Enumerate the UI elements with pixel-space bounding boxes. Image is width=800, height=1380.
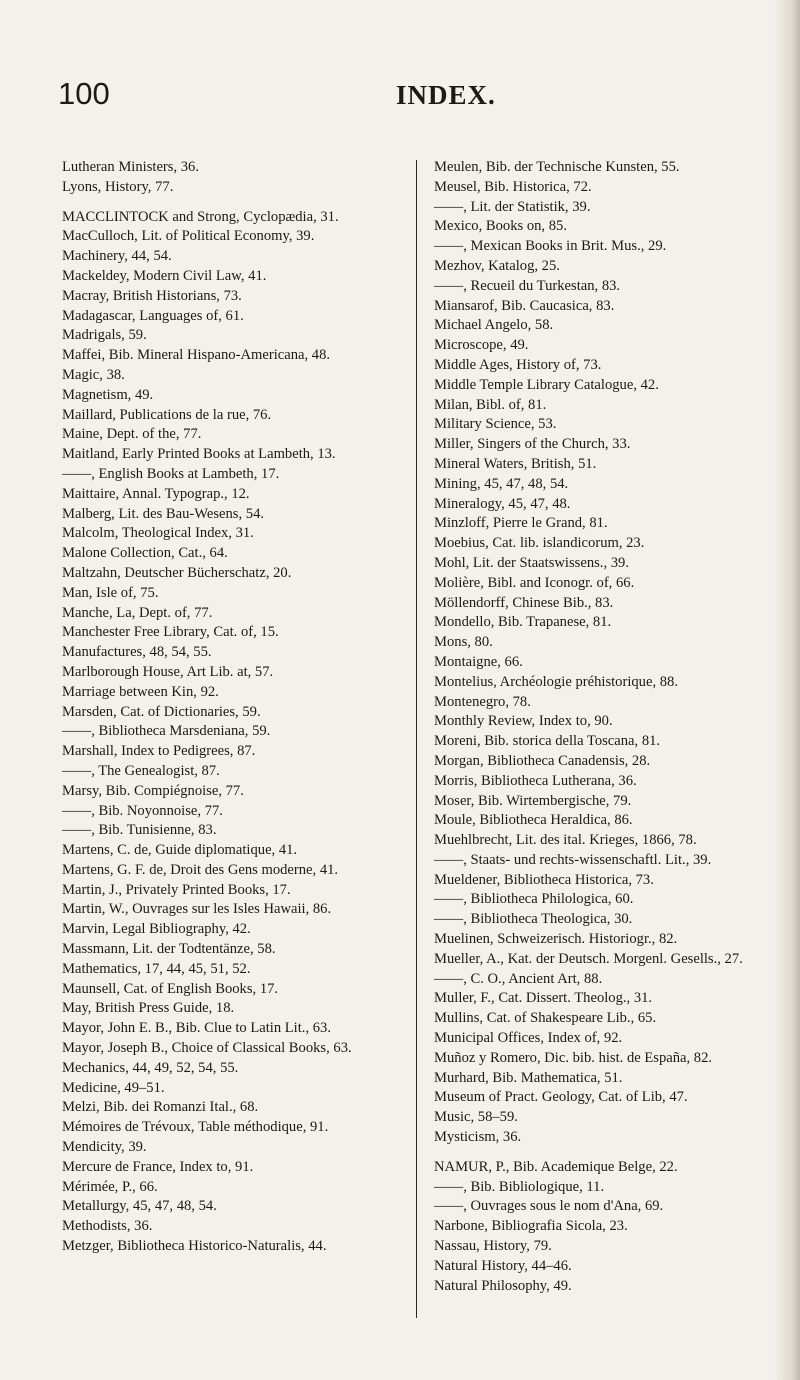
index-entry: Mysticism, 36. bbox=[434, 1129, 522, 1146]
index-entry: Marriage between Kin, 92. bbox=[62, 683, 219, 700]
index-entry: Muñoz y Romero, Dic. bib. hist. de España, 82. bbox=[434, 1049, 713, 1066]
index-entry: Massmann, Lit. der Todtentänze, 58. bbox=[62, 941, 276, 958]
index-entry: ——, Bibliotheca Philologica, 60. bbox=[434, 891, 634, 908]
index-entry: Mondello, Bib. Trapanese, 81. bbox=[434, 614, 612, 631]
index-entry: Man, Isle of, 75. bbox=[62, 584, 159, 601]
index-entry: Muelinen, Schweizerisch. Historiogr., 82. bbox=[434, 931, 678, 948]
index-entry: Martin, W., Ouvrages sur les Isles Hawaii, 86. bbox=[62, 901, 332, 918]
index-entry: ——, Bib. Tunisienne, 83. bbox=[62, 822, 217, 839]
index-entry: Museum of Pract. Geology, Cat. of Lib, 47. bbox=[434, 1089, 688, 1106]
index-entry: Nassau, History, 79. bbox=[434, 1238, 552, 1255]
index-entry: Mexico, Books on, 85. bbox=[434, 218, 567, 235]
index-entry: Marshall, Index to Pedigrees, 87. bbox=[62, 743, 256, 760]
index-entry: Maltzahn, Deutscher Bücherschatz, 20. bbox=[62, 564, 292, 581]
index-entry: Minzloff, Pierre le Grand, 81. bbox=[434, 515, 608, 532]
index-entry: MACCLINTOCK and Strong, Cyclopædia, 31. bbox=[62, 208, 339, 225]
index-column-right bbox=[434, 158, 780, 1296]
index-entry: Mueller, A., Kat. der Deutsch. Morgenl. Gesells., 27. bbox=[434, 950, 743, 967]
index-entry: Murhard, Bib. Mathematica, 51. bbox=[434, 1069, 623, 1086]
index-entry: Monthly Review, Index to, 90. bbox=[434, 713, 613, 730]
index-entry: Marvin, Legal Bibliography, 42. bbox=[62, 921, 251, 938]
index-entry: ——, Lit. der Statistik, 39. bbox=[434, 198, 591, 215]
index-entry: MacCulloch, Lit. of Political Economy, 39. bbox=[62, 228, 315, 245]
index-entry: Maittaire, Annal. Typograp., 12. bbox=[62, 485, 250, 502]
index-entry: Montelius, Archéologie préhistorique, 88. bbox=[434, 673, 678, 690]
index-entry: Natural History, 44–46. bbox=[434, 1257, 572, 1274]
index-entry: ——, Ouvrages sous le nom d'Ana, 69. bbox=[434, 1198, 664, 1215]
index-entry: Military Science, 53. bbox=[434, 416, 557, 433]
page-number: 100 bbox=[58, 76, 110, 111]
index-entry: Moser, Bib. Wirtembergische, 79. bbox=[434, 792, 632, 809]
index-entry: ——, Bib. Bibliologique, 11. bbox=[434, 1178, 605, 1195]
index-entry: Mathematics, 17, 44, 45, 51, 52. bbox=[62, 960, 251, 977]
index-entry: ——, Bibliotheca Theologica, 30. bbox=[434, 911, 633, 928]
index-entry: Möllendorff, Chinese Bib., 83. bbox=[434, 594, 614, 611]
index-entry: ——, C. O., Ancient Art, 88. bbox=[434, 970, 603, 987]
index-entry: Meusel, Bib. Historica, 72. bbox=[434, 178, 592, 195]
index-entry: ——, Bibliotheca Marsdeniana, 59. bbox=[62, 723, 271, 740]
index-entry: Malberg, Lit. des Bau-Wesens, 54. bbox=[62, 505, 265, 522]
index-entry: ——, Mexican Books in Brit. Mus., 29. bbox=[434, 238, 667, 255]
index-entry: Mezhov, Katalog, 25. bbox=[434, 257, 560, 274]
index-entry: Miller, Singers of the Church, 33. bbox=[434, 436, 631, 453]
index-entry: Lutheran Ministers, 36. bbox=[62, 159, 199, 175]
index-entry: Mining, 45, 47, 48, 54. bbox=[434, 475, 569, 492]
index-entry: Montaigne, 66. bbox=[434, 653, 523, 670]
index-entry: Melzi, Bib. dei Romanzi Ital., 68. bbox=[62, 1099, 259, 1116]
index-entry: Municipal Offices, Index of, 92. bbox=[434, 1030, 623, 1047]
index-entry: Madrigals, 59. bbox=[62, 327, 147, 344]
index-entry: Natural Philosophy, 49. bbox=[434, 1277, 572, 1294]
index-entry: Milan, Bibl. of, 81. bbox=[434, 396, 547, 413]
index-entry: ——, The Genealogist, 87. bbox=[62, 762, 220, 779]
index-entry: Michael Angelo, 58. bbox=[434, 317, 554, 334]
index-entry: Music, 58–59. bbox=[434, 1109, 518, 1126]
index-entry: ——, English Books at Lambeth, 17. bbox=[62, 465, 280, 482]
index-entry: Mineral Waters, British, 51. bbox=[434, 455, 597, 472]
index-entry: Marsden, Cat. of Dictionaries, 59. bbox=[62, 703, 261, 720]
index-entry: Moebius, Cat. lib. islandicorum, 23. bbox=[434, 535, 645, 552]
index-entry: Medicine, 49–51. bbox=[62, 1079, 165, 1096]
index-entry: Lyons, History, 77. bbox=[62, 178, 174, 195]
index-entry: Middle Temple Library Catalogue, 42. bbox=[434, 376, 659, 393]
index-entry: Maillard, Publications de la rue, 76. bbox=[62, 406, 272, 423]
index-entry: Mendicity, 39. bbox=[62, 1139, 147, 1156]
index-entry: Morris, Bibliotheca Lutherana, 36. bbox=[434, 772, 637, 789]
index-entry: Mechanics, 44, 49, 52, 54, 55. bbox=[62, 1059, 239, 1076]
index-entry: Mineralogy, 45, 47, 48. bbox=[434, 495, 571, 512]
index-entry: Maitland, Early Printed Books at Lambeth, 13. bbox=[62, 446, 336, 463]
index-entry: Mohl, Lit. der Staatswissens., 39. bbox=[434, 554, 629, 571]
index-entry: Mémoires de Trévoux, Table méthodique, 91. bbox=[62, 1119, 329, 1136]
index-entry: Montenegro, 78. bbox=[434, 693, 531, 710]
index-entry: Metallurgy, 45, 47, 48, 54. bbox=[62, 1198, 217, 1215]
index-entry: Meulen, Bib. der Technische Kunsten, 55. bbox=[434, 159, 680, 175]
index-entry: Mons, 80. bbox=[434, 634, 493, 651]
column-divider bbox=[416, 160, 417, 1318]
index-entry: Mackeldey, Modern Civil Law, 41. bbox=[62, 267, 267, 284]
index-entry: Maine, Dept. of the, 77. bbox=[62, 426, 202, 443]
index-entry: Molière, Bibl. and Iconogr. of, 66. bbox=[434, 574, 635, 591]
index-column-left bbox=[62, 158, 408, 1257]
index-entry: Manufactures, 48, 54, 55. bbox=[62, 644, 212, 661]
running-head: INDEX. bbox=[396, 80, 496, 110]
index-entry: Muehlbrecht, Lit. des ital. Krieges, 1866, 78. bbox=[434, 832, 697, 849]
index-entry: ——, Recueil du Turkestan, 83. bbox=[434, 277, 621, 294]
index-entry: Manche, La, Dept. of, 77. bbox=[62, 604, 213, 621]
index-entry: Malcolm, Theological Index, 31. bbox=[62, 525, 254, 542]
index-entry: Methodists, 36. bbox=[62, 1218, 153, 1235]
index-entry: Mayor, John E. B., Bib. Clue to Latin Lit., 63. bbox=[62, 1020, 331, 1037]
index-entry: Mérimée, P., 66. bbox=[62, 1178, 158, 1195]
index-entry: ——, Staats- und rechts-wissenschaftl. Lit., 39. bbox=[434, 851, 712, 868]
index-entry: Middle Ages, History of, 73. bbox=[434, 356, 602, 373]
page-header bbox=[58, 78, 758, 118]
index-entry: Muller, F., Cat. Dissert. Theolog., 31. bbox=[434, 990, 653, 1007]
index-entry: May, British Press Guide, 18. bbox=[62, 1000, 235, 1017]
index-entry: Miansarof, Bib. Caucasica, 83. bbox=[434, 297, 615, 314]
index-entry: Moreni, Bib. storica della Toscana, 81. bbox=[434, 733, 661, 750]
index-entry: Macray, British Historians, 73. bbox=[62, 287, 242, 304]
index-entry: Mueldener, Bibliotheca Historica, 73. bbox=[434, 871, 654, 888]
index-entry: Marlborough House, Art Lib. at, 57. bbox=[62, 663, 274, 680]
index-entry: Mercure de France, Index to, 91. bbox=[62, 1158, 254, 1175]
index-entry: Magic, 38. bbox=[62, 366, 125, 383]
index-entry: Marsy, Bib. Compiégnoise, 77. bbox=[62, 782, 244, 799]
index-entry: Manchester Free Library, Cat. of, 15. bbox=[62, 624, 279, 641]
index-entry: NAMUR, P., Bib. Academique Belge, 22. bbox=[434, 1158, 678, 1175]
index-entry: Malone Collection, Cat., 64. bbox=[62, 545, 228, 562]
index-entry: Martens, G. F. de, Droit des Gens moderne, 41. bbox=[62, 861, 339, 878]
index-entry: Metzger, Bibliotheca Historico-Naturalis, 44. bbox=[62, 1238, 327, 1255]
index-entry: Morgan, Bibliotheca Canadensis, 28. bbox=[434, 752, 651, 769]
index-entry: Maffei, Bib. Mineral Hispano-Americana, 48. bbox=[62, 347, 331, 364]
index-entry: Moule, Bibliotheca Heraldica, 86. bbox=[434, 812, 633, 829]
index-entry: Mayor, Joseph B., Choice of Classical Books, 63. bbox=[62, 1040, 352, 1057]
index-entry: Mullins, Cat. of Shakespeare Lib., 65. bbox=[434, 1010, 657, 1027]
index-entry: Machinery, 44, 54. bbox=[62, 248, 172, 265]
index-entry: Magnetism, 49. bbox=[62, 386, 154, 403]
index-entry: Martens, C. de, Guide diplomatique, 41. bbox=[62, 842, 298, 859]
index-entry: Maunsell, Cat. of English Books, 17. bbox=[62, 980, 279, 997]
index-entry: Martin, J., Privately Printed Books, 17. bbox=[62, 881, 291, 898]
index-entry: Madagascar, Languages of, 61. bbox=[62, 307, 244, 324]
index-entry: Narbone, Bibliografia Sicola, 23. bbox=[434, 1218, 628, 1235]
index-entry: Microscope, 49. bbox=[434, 337, 529, 354]
index-entry: ——, Bib. Noyonnoise, 77. bbox=[62, 802, 223, 819]
